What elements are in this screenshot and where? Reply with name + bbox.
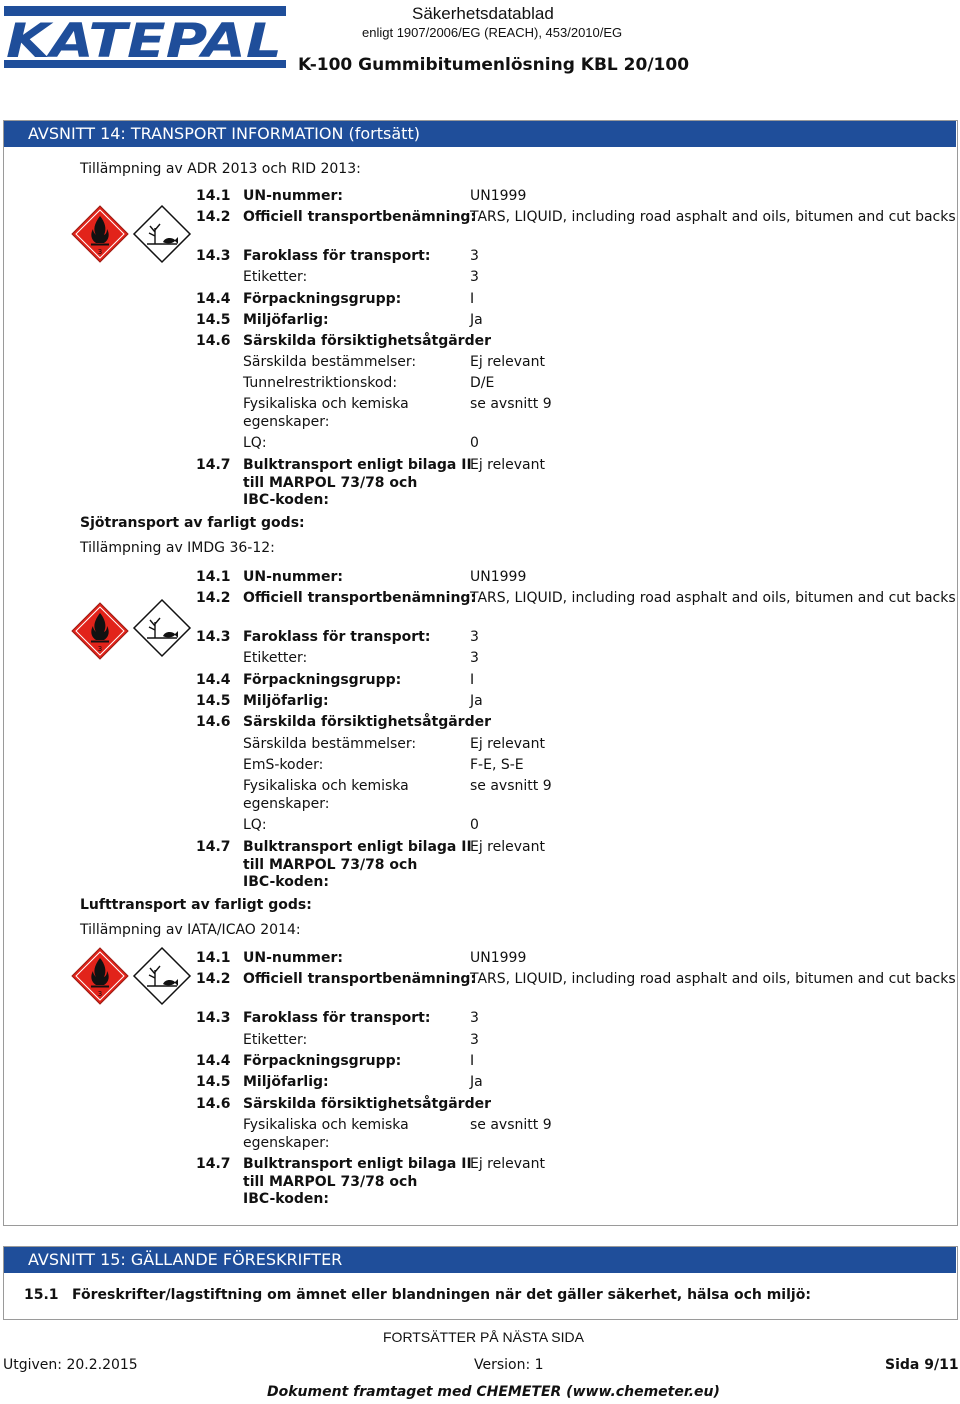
flammable-liquid-pictogram-icon <box>70 601 132 661</box>
product-name: K-100 Gummibitumenlösning KBL 20/100 <box>298 55 690 75</box>
air-phys-label: Fysikaliska och kemiska <box>243 1117 409 1133</box>
air-env-number: 14.5 <box>196 1074 231 1090</box>
sea-env-value: Ja <box>470 693 483 709</box>
sea-bulk-value: Ej relevant <box>470 839 545 855</box>
continues-note: FORTSÄTTER PÅ NÄSTA SIDA <box>383 1329 584 1345</box>
air-name-number: 14.2 <box>196 971 231 987</box>
adr-class-number: 14.3 <box>196 248 231 264</box>
document-title: Säkerhetsdatablad <box>412 4 554 23</box>
flame-class-digit: 3 <box>97 248 103 256</box>
sea-precautions-label: Särskilda försiktighetsåtgärder <box>243 714 492 730</box>
sea-un-label: UN-nummer: <box>243 569 344 585</box>
sea-env-label: Miljöfarlig: <box>243 693 329 709</box>
adr-precautions-label: Särskilda försiktighetsåtgärder <box>243 333 492 349</box>
adr-name-value: TARS, LIQUID, including road asphalt and oils, bitumen and cut backs <box>470 209 956 225</box>
sea-bulk-number: 14.7 <box>196 839 231 855</box>
air-un-value: UN1999 <box>470 950 527 966</box>
sea-bulk-label-cont: till MARPOL 73/78 och <box>243 857 418 873</box>
adr-packing-label: Förpackningsgrupp: <box>243 291 402 307</box>
adr-bulk-label-cont2: IBC-koden: <box>243 492 329 508</box>
adr-packing-value: I <box>470 291 475 307</box>
sea-class-number: 14.3 <box>196 629 231 645</box>
environment-hazard-pictogram-icon <box>132 204 194 264</box>
sea-bulk-label: Bulktransport enligt bilaga II <box>243 839 472 855</box>
adr-packing-number: 14.4 <box>196 291 231 307</box>
sea-name-value: TARS, LIQUID, including road asphalt and oils, bitumen and cut backs <box>470 590 956 606</box>
sea-labels-value: 3 <box>470 650 479 666</box>
adr-lq-label: LQ: <box>243 435 267 451</box>
adr-tunnel-value: D/E <box>470 375 495 391</box>
air-packing-number: 14.4 <box>196 1053 231 1069</box>
air-packing-value: I <box>470 1053 475 1069</box>
sea-un-value: UN1999 <box>470 569 527 585</box>
marine-pollutant-pictogram-icon <box>132 598 194 658</box>
adr-applies-text: Tillämpning av ADR 2013 och RID 2013: <box>80 161 361 177</box>
adr-phys-label: Fysikaliska och kemiska <box>243 396 409 412</box>
adr-bulk-label-cont: till MARPOL 73/78 och <box>243 475 418 491</box>
sea-bulk-label-cont2: IBC-koden: <box>243 874 329 890</box>
iata-applies-text: Tillämpning av IATA/ICAO 2014: <box>80 922 301 938</box>
adr-un-number: 14.1 <box>196 188 231 204</box>
adr-un-value: UN1999 <box>470 188 527 204</box>
adr-lq-value: 0 <box>470 435 479 451</box>
adr-name-label: Officiell transportbenämning: <box>243 209 477 225</box>
sea-labels-label: Etiketter: <box>243 650 308 666</box>
air-un-label: UN-nummer: <box>243 950 344 966</box>
section-15-title: AVSNITT 15: GÄLLANDE FÖRESKRIFTER <box>4 1247 956 1273</box>
air-class-value: 3 <box>470 1010 479 1026</box>
section-14-title: AVSNITT 14: TRANSPORT INFORMATION (fortsätt) <box>4 121 956 147</box>
sea-phys-value: se avsnitt 9 <box>470 778 552 794</box>
sea-phys-label-cont: egenskaper: <box>243 796 330 812</box>
sea-precautions-number: 14.6 <box>196 714 231 730</box>
air-bulk-number: 14.7 <box>196 1156 231 1172</box>
air-precautions-number: 14.6 <box>196 1096 231 1112</box>
sea-name-number: 14.2 <box>196 590 231 606</box>
air-bulk-label-cont: till MARPOL 73/78 och <box>243 1174 418 1190</box>
adr-special-label: Särskilda bestämmelser: <box>243 354 417 370</box>
adr-un-label: UN-nummer: <box>243 188 344 204</box>
adr-class-label: Faroklass för transport: <box>243 248 431 264</box>
sea-class-label: Faroklass för transport: <box>243 629 431 645</box>
adr-name-number: 14.2 <box>196 209 231 225</box>
generator-credit: Dokument framtaget med CHEMETER (www.chemeter.eu) <box>267 1384 720 1400</box>
air-un-number: 14.1 <box>196 950 231 966</box>
sea-env-number: 14.5 <box>196 693 231 709</box>
page-number: Sida 9/11 <box>885 1357 959 1373</box>
flame-class-digit: 3 <box>97 645 103 653</box>
sea-transport-heading: Sjötransport av farligt gods: <box>80 515 305 531</box>
sea-class-value: 3 <box>470 629 479 645</box>
sea-special-value: Ej relevant <box>470 736 545 752</box>
adr-bulk-label: Bulktransport enligt bilaga II <box>243 457 472 473</box>
air-bulk-value: Ej relevant <box>470 1156 545 1172</box>
regulation-text: enligt 1907/2006/EG (REACH), 453/2010/EG <box>362 25 623 40</box>
sea-packing-value: I <box>470 672 475 688</box>
air-name-value: TARS, LIQUID, including road asphalt and oils, bitumen and cut backs <box>470 971 956 987</box>
adr-labels-value: 3 <box>470 269 479 285</box>
adr-env-number: 14.5 <box>196 312 231 328</box>
air-name-label: Officiell transportbenämning: <box>243 971 477 987</box>
flame-class-digit: 3 <box>97 990 103 998</box>
air-labels-value: 3 <box>470 1032 479 1048</box>
section-15-item-number: 15.1 <box>24 1287 59 1303</box>
sea-un-number: 14.1 <box>196 569 231 585</box>
version-text: Version: 1 <box>474 1357 544 1373</box>
sea-special-label: Särskilda bestämmelser: <box>243 736 417 752</box>
air-labels-label: Etiketter: <box>243 1032 308 1048</box>
environment-hazard-pictogram-icon <box>132 946 194 1006</box>
sea-packing-label: Förpackningsgrupp: <box>243 672 402 688</box>
sea-phys-label: Fysikaliska och kemiska <box>243 778 409 794</box>
sea-packing-number: 14.4 <box>196 672 231 688</box>
air-env-value: Ja <box>470 1074 483 1090</box>
section-14-frame <box>3 120 958 1226</box>
adr-tunnel-label: Tunnelrestriktionskod: <box>243 375 398 391</box>
adr-phys-value: se avsnitt 9 <box>470 396 552 412</box>
logo-text: KATEPAL <box>6 14 282 68</box>
air-class-number: 14.3 <box>196 1010 231 1026</box>
adr-phys-label-cont: egenskaper: <box>243 414 330 430</box>
sea-lq-value: 0 <box>470 817 479 833</box>
sea-ems-label: EmS-koder: <box>243 757 324 773</box>
air-bulk-label-cont2: IBC-koden: <box>243 1191 329 1207</box>
air-env-label: Miljöfarlig: <box>243 1074 329 1090</box>
adr-labels-label: Etiketter: <box>243 269 308 285</box>
adr-env-label: Miljöfarlig: <box>243 312 329 328</box>
adr-env-value: Ja <box>470 312 483 328</box>
flammable-liquid-pictogram-icon <box>70 204 132 264</box>
adr-bulk-number: 14.7 <box>196 457 231 473</box>
air-bulk-label: Bulktransport enligt bilaga II <box>243 1156 472 1172</box>
air-transport-heading: Lufttransport av farligt gods: <box>80 897 312 913</box>
sea-ems-value: F-E, S-E <box>470 757 524 773</box>
air-class-label: Faroklass för transport: <box>243 1010 431 1026</box>
issue-date: Utgiven: 20.2.2015 <box>3 1357 138 1373</box>
sea-lq-label: LQ: <box>243 817 267 833</box>
air-packing-label: Förpackningsgrupp: <box>243 1053 402 1069</box>
section-15-item-text: Föreskrifter/lagstiftning om ämnet eller blandningen när det gäller säkerhet, hälsa och miljö: <box>72 1287 811 1303</box>
flammable-liquid-pictogram-icon <box>70 946 132 1006</box>
air-phys-label-cont: egenskaper: <box>243 1135 330 1151</box>
adr-class-value: 3 <box>470 248 479 264</box>
air-precautions-label: Särskilda försiktighetsåtgärder <box>243 1096 492 1112</box>
katepal-logo <box>4 6 286 68</box>
sea-name-label: Officiell transportbenämning: <box>243 590 477 606</box>
adr-special-value: Ej relevant <box>470 354 545 370</box>
adr-bulk-value: Ej relevant <box>470 457 545 473</box>
adr-precautions-number: 14.6 <box>196 333 231 349</box>
imdg-applies-text: Tillämpning av IMDG 36-12: <box>80 540 275 556</box>
air-phys-value: se avsnitt 9 <box>470 1117 552 1133</box>
